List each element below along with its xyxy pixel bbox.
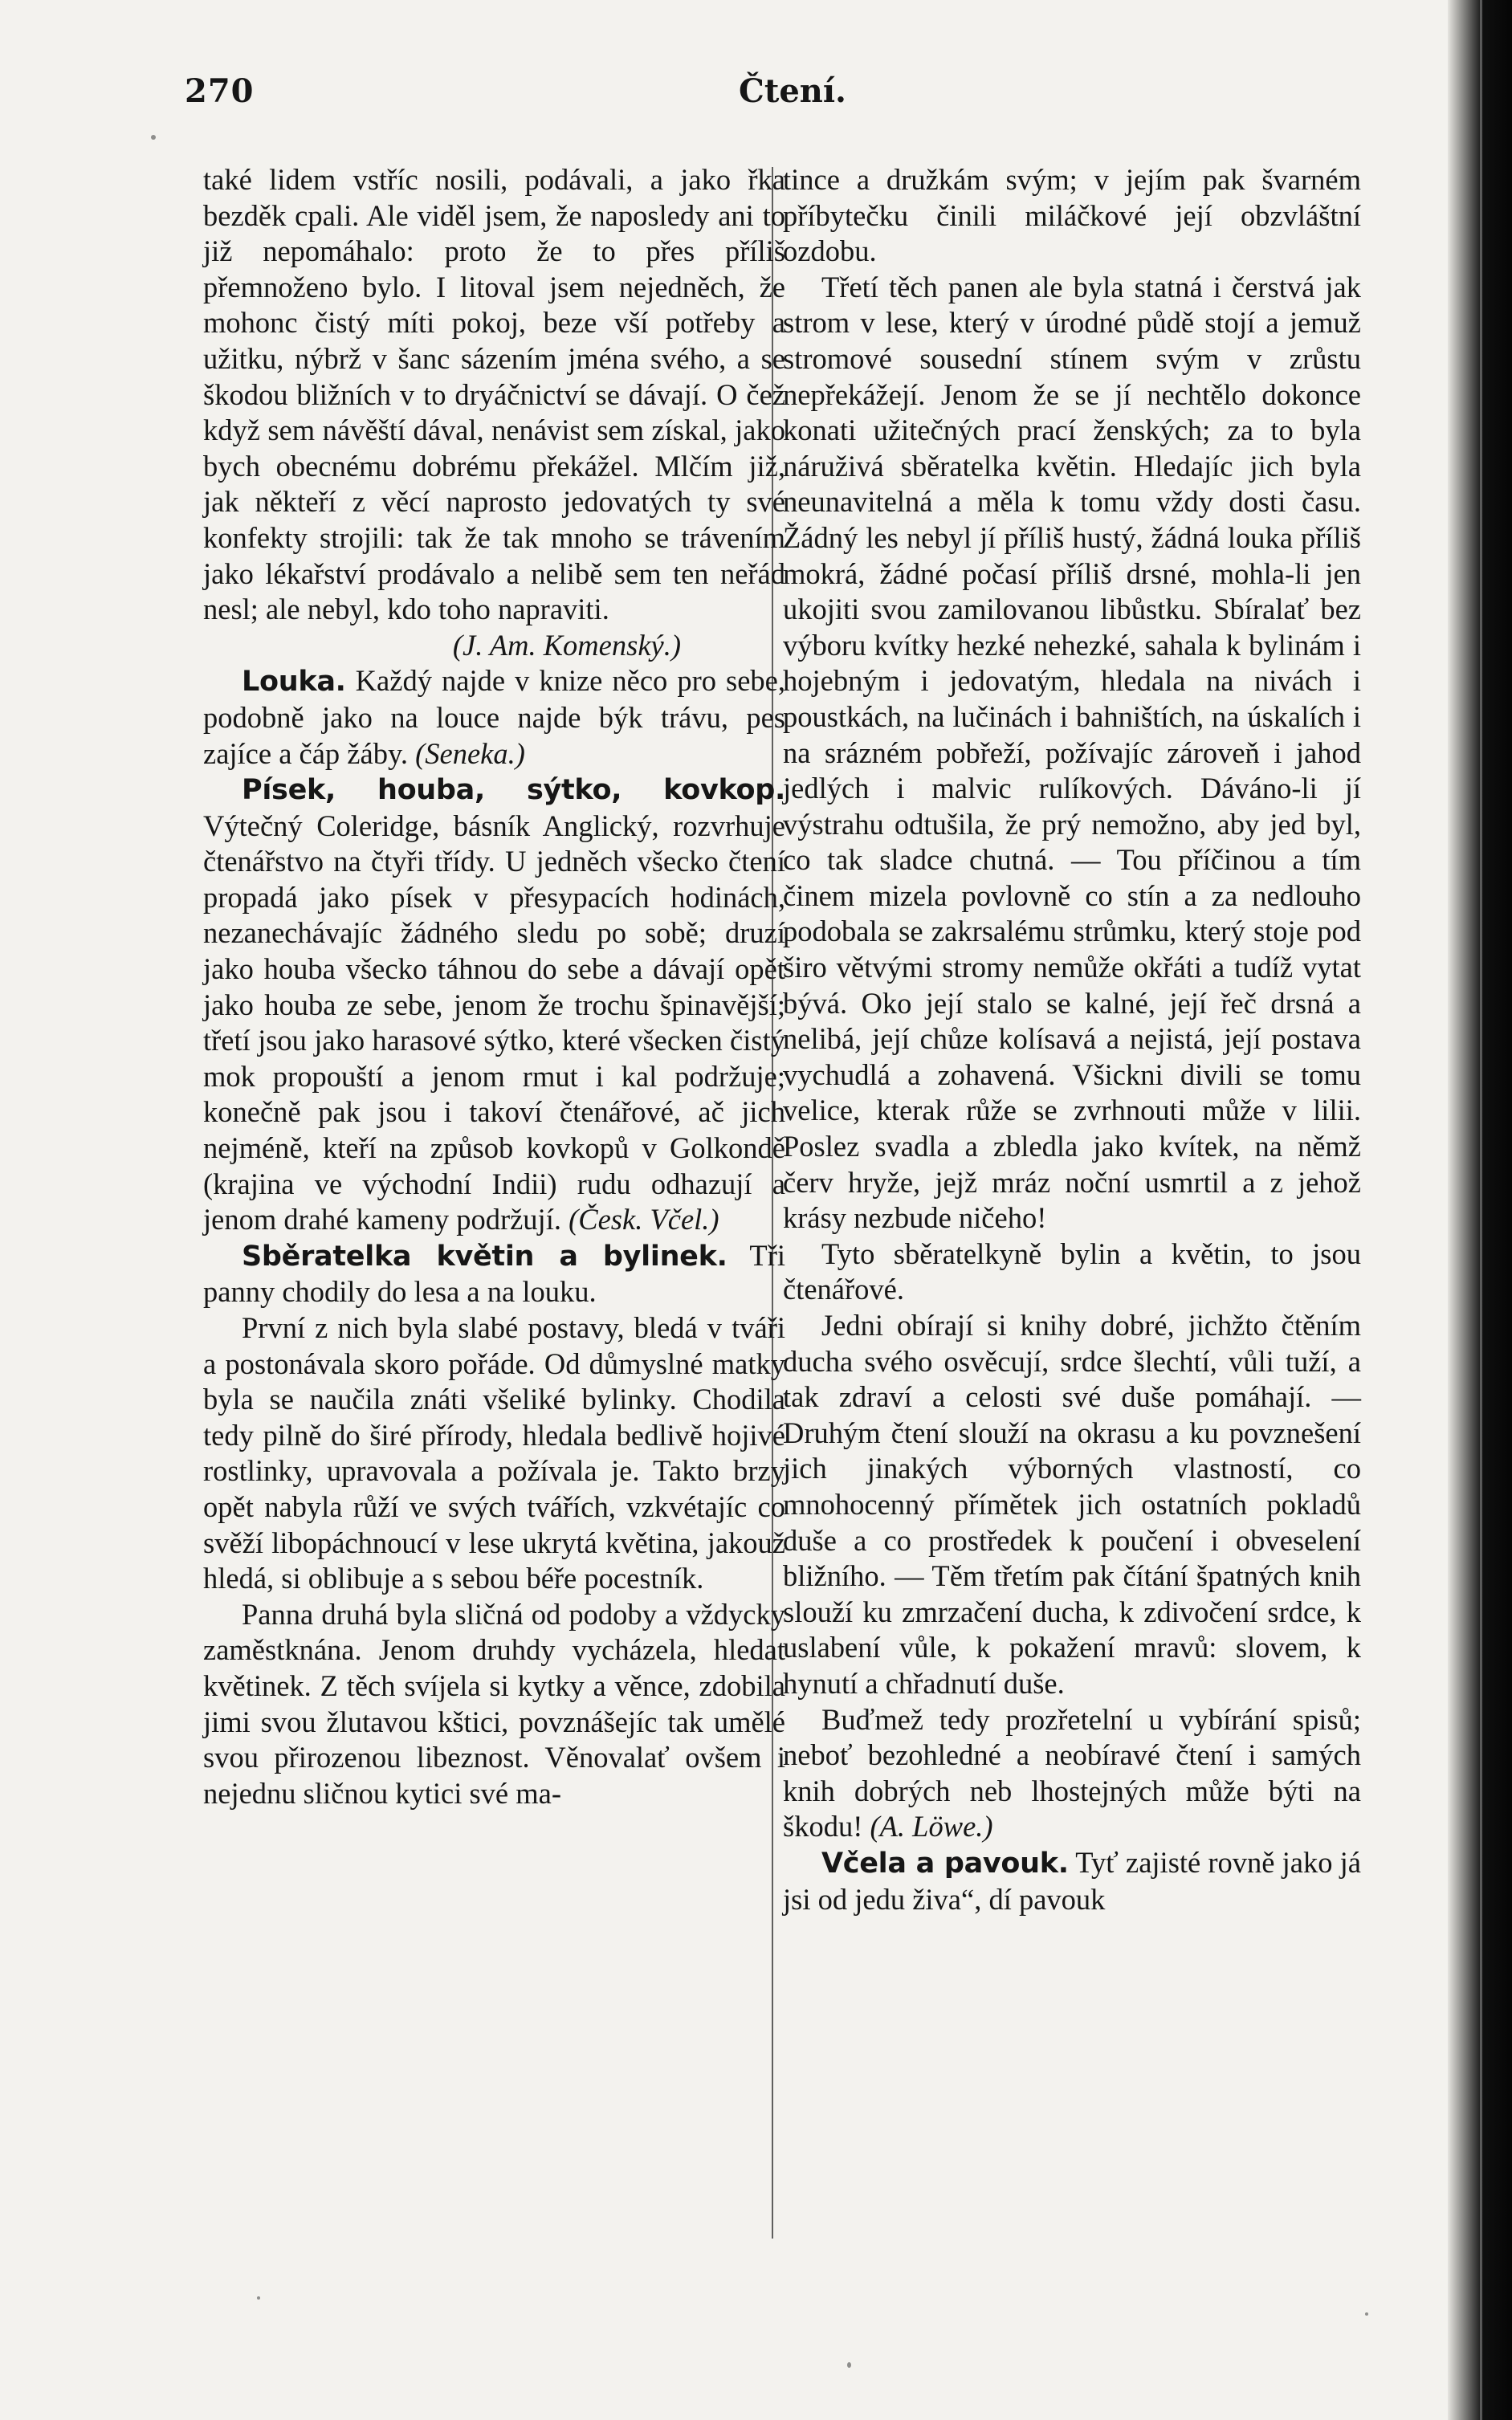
paragraph-treti-panna: Třetí těch panen ale byla statná i čerstvá jak strom v lese, který v úrodné půdě stojí a jemuž stromové sousední stínem svým v zrůstu nepřekážejí. Jenom že se jí nechtělo dokonce konati užitečných prací ženských; za to byla náruživá sběratelka květin. Hledajíc jich byla neunavitelná a měla k tomu vždy dosti času. Žádný les nebyl jí příliš hustý, žádná louka příliš mokrá, žádné počasí příliš drsné, mohla-li jen ukojiti svou zamilovanou libůstku. Sbíralať bez výboru kvítky hezké nehezké, sahala k bylinám i hojebným i jedovatým, hledala na nivách i poustkách, na lučinách i bahništích, na úskalích i na srázném pobřeží, požívajíc zároveň i jahod jedlých i malvic rulíkových. Dáváno-li jí výstrahu odtušila, že prý nemožno, aby jed byl, co tak sladce chutná. — Tou příčinou a tím činem mizela povlovně co stín a za nedlouho podobala se zakrsalému strůmku, který stoje pod širo větvými stromy nemůže okřáti a tudíž vytat bývá. Oko její stalo se kalné, její řeč drsná a nelibá, její chůze kolísavá a nejistá, její postava vychudlá a zohavená. Všickni divili se tomu velice, kterak růže se zvrhnouti může v lilii. Poslez svadla a zbledla jako kvítek, na němž červ hryže, jejž mráz noční usmrtil a z jehož krásy nezbude ničeho!: [783, 270, 1361, 1235]
entry-heading-sberatelka: Sběratelka květin a bylinek.: [242, 1240, 727, 1273]
entry-sberatelka: Sběratelka květin a bylinek. Tři panny chodily do lesa a na louku.: [203, 1238, 786, 1309]
page-header: [185, 72, 1365, 120]
paragraph-tyto: Tyto sběratelkyně bylin a květin, to jsou čtenářové.: [783, 1236, 1361, 1306]
running-title: Čtení.: [739, 72, 846, 110]
entry-heading-pisek: Písek, houba, sýtko, kovkop.: [242, 774, 785, 807]
paragraph-druha-panna: Panna druhá byla sličná od podoby a vždycky zaměstknána. Jenom druhdy vycházela, hledat květinek. Z těch svíjela si kytky a věnce, zdobila jimi svou žlutavou kštici, povznášejíc tak umělé svou přirozenou libeznost. Věnovalať ovšem i nejednu sličnou kytici své ma-: [203, 1597, 785, 1810]
scan-speck: [1365, 2312, 1368, 2316]
scan-speck: [847, 2362, 851, 2368]
author-lowe: (A. Löwe.): [870, 1810, 993, 1844]
paragraph-jedni: Jedni obírají si knihy dobré, jichžto čtěním ducha svého osvěcují, srdce šlechtí, vůli tuží, a tak zdraví a celosti své duše pomáhají. — Druhým čtení slouží na okrasu a ku povznešení jich jinakých výborných vlastností, co mnohocenný přímětek jich ostatních pokladů duše a co prostředek k poučení i obveselení bližního. — Těm třetím pak čítání špatných knih slouží ku zmrzačení ducha, k zdivočení srdce, k uslabení vůle, k pokažení mravů: slovem, k hynutí a chřadnutí duše.: [783, 1309, 1361, 1700]
right-column: [783, 162, 1361, 2394]
paragraph-continuation: tince a družkám svým; v jejím pak švarném příbytečku činili miláčkové její obzvláštní ozdobu.: [783, 163, 1361, 268]
entry-pisek: Písek, houba, sýtko, kovkop. Výtečný Coleridge, básník Anglický, rozvrhuje čtenářstvo na čtyři třídy. U jedněch všecko čtení propadá jako písek v přesypacích hodinách, nezanechávajíc žádného sledu po sobě; druzí jako houba všecko táhnou do sebe a dávají opět jako houba ze sebe, jenom že trochu špinavější; třetí jsou jako harasové sýtko, které všecken čistý mok propouští a jenom rmut i kal podržuje; konečně pak jsou i takoví čtenářové, ač jich nejméně, kteří na způsob kovkopů v Golkondě (krajina ve východní Indii) rudu odhazují a jenom drahé kameny podržují. (Česk. Včel.): [203, 774, 785, 1236]
paragraph-komensky: také lidem vstříc nosili, podávali, a jako řka bezděk cpali. Ale viděl jsem, že naposledy ani to již nepomáhalo: proto že to přes příliš přemnoženo bylo. I litoval jsem nejedněch, že mohonc čistý míti pokoj, beze vší potřeby a užitku, nýbrž v šanc sázením jména svého, a se škodou bližních v to dryáčnictví se dávají. O čež když sem návěští dával, nenávist sem získal, jako bych obecnému dobrému překážel. Mlčím již, jak někteří z věcí naprosto jedovatých ty své konfekty strojili: tak že tak mnoho se trávením jako lékařství prodávalo a nelibě sem ten neřád nesl; ale nebyl, kdo toho napraviti.: [203, 163, 785, 626]
entry-louka: Louka. Každý najde v knize něco pro sebe, podobně jako na louce najde býk trávu, pes zajíce a čáp žáby. (Seneka.): [203, 664, 785, 770]
author-seneka: (Seneka.): [415, 736, 525, 770]
paragraph-prvni-panna: První z nich byla slabé postavy, bledá v tváři a postonávala skoro pořáde. Od důmyslné matky byla se naučila znáti všeliké bylinky. Chodila tedy pilně do širé přírody, hledala bedlivě hojivé rostlinky, upravovala a požívala je. Takto brzy opět nabyla růží ve svých tvářích, vzkvétajíc co svěží libopáchnoucí v lese ukrytá květina, jakouž hledá, si oblibuje a s sebou béře pocestník.: [203, 1311, 785, 1595]
scan-edge-shadow: [1448, 0, 1512, 2420]
entry-heading-louka: Louka.: [242, 666, 346, 699]
scan-speck: [151, 135, 156, 140]
entry-vcela: Včela a pavouk. Tyť zajisté rovně jako já jsi od jedu živa“, dí pavouk: [783, 1845, 1361, 1916]
entry-heading-vcela: Včela a pavouk.: [821, 1847, 1069, 1880]
scan-speck: [257, 2296, 260, 2300]
page-number: 270: [185, 72, 255, 110]
left-column: [203, 162, 785, 2394]
author-komensky: (J. Am. Komenský.): [452, 628, 681, 662]
paragraph-budmez: Buďmež tedy prozřetelní u vybírání spisů; neboť bezohledné a neobíravé čtení i samých knih dobrých neb lhostejných může býti na škodu! (A. Löwe.): [783, 1702, 1361, 1844]
author-cesk-vcel: (Česk. Včel.): [569, 1203, 719, 1236]
